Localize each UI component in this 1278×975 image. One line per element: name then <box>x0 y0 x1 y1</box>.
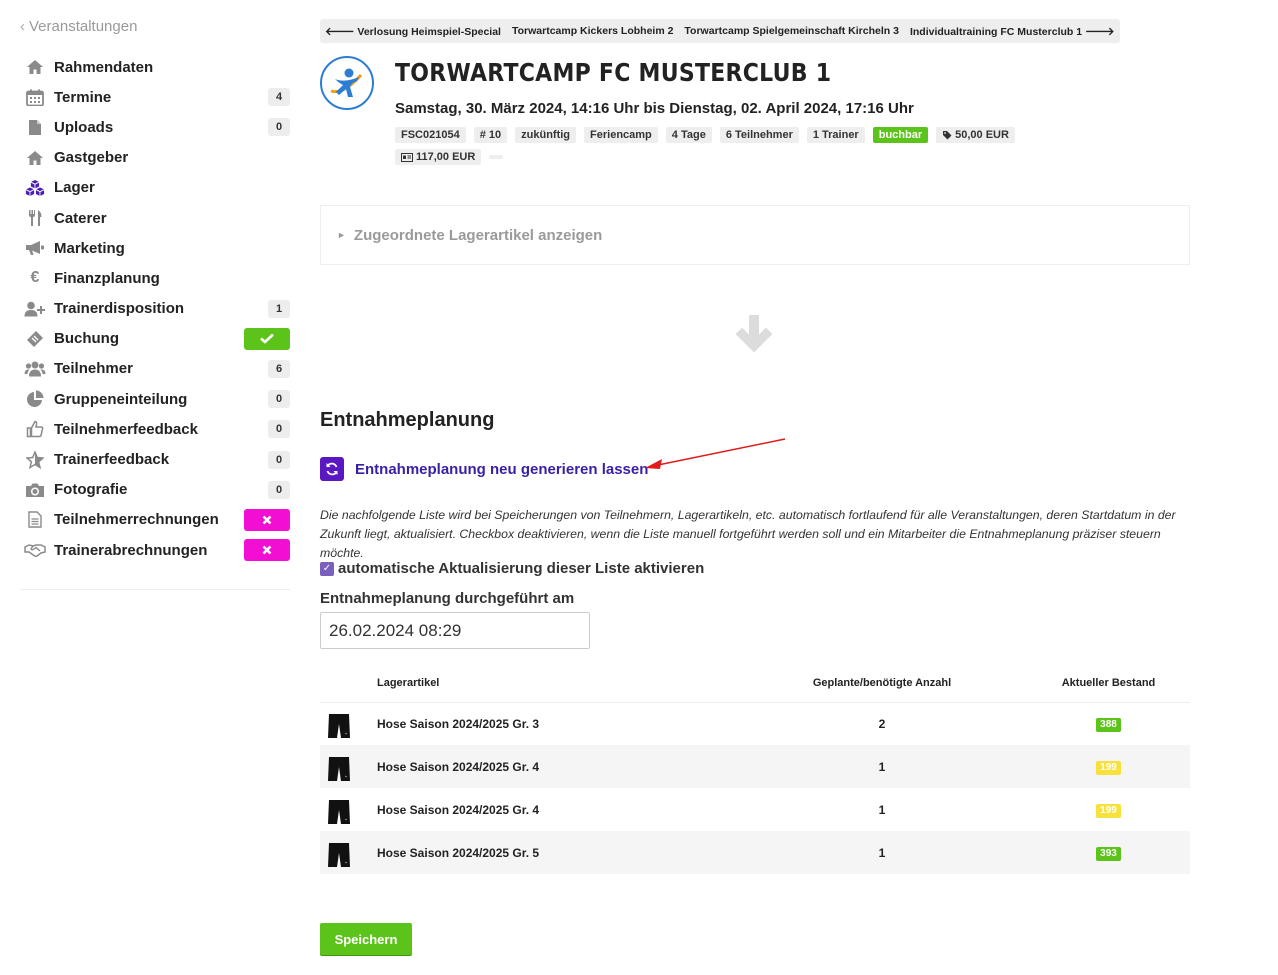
sidebar-item-termine[interactable] <box>20 82 290 112</box>
stock-badge: 388 <box>1096 718 1121 732</box>
check-icon <box>260 333 274 344</box>
item-stock-cell <box>1027 702 1190 745</box>
sidebar <box>20 14 290 590</box>
stock-badge: 199 <box>1096 761 1121 775</box>
price-tag-icon <box>942 130 952 140</box>
item-image <box>320 788 377 831</box>
regenerate-link[interactable]: Entnahmeplanung neu generieren lassen <box>355 460 649 478</box>
table-row <box>320 702 1190 745</box>
sidebar-item-label: Termine <box>54 88 112 106</box>
thumbs-up-icon <box>24 420 46 438</box>
item-name: Hose Saison 2024/2025 Gr. 4 <box>377 802 540 817</box>
table-header-row <box>320 664 1190 702</box>
sidebar-item-marketing[interactable] <box>20 233 290 263</box>
event-date: Samstag, 30. März 2024, 14:16 Uhr bis Dienstag, 02. April 2024, 17:16 Uhr <box>395 100 914 117</box>
breadcrumb-label: Verlosung Heimspiel-Special <box>357 26 501 38</box>
section-title: Entnahmeplanung <box>320 409 495 431</box>
stock-badge: 393 <box>1096 847 1121 861</box>
shorts-icon <box>328 756 350 782</box>
sidebar-item-uploads[interactable] <box>20 112 290 142</box>
table-row <box>320 831 1190 874</box>
sidebar-item-label: Marketing <box>54 239 125 257</box>
breadcrumb-label: Individualtraining FC Musterclub 1 <box>909 26 1083 38</box>
sidebar-item-caterer[interactable] <box>20 203 290 233</box>
item-stock-cell <box>1027 831 1190 874</box>
col-item: Lagerartikel <box>377 664 737 702</box>
calendar-icon <box>24 88 46 106</box>
home-icon <box>24 149 46 167</box>
tag-bookable: buchbar <box>873 127 928 143</box>
sidebar-item-trainerdisposition[interactable] <box>20 294 290 324</box>
item-quantity: 2 <box>878 716 886 731</box>
count-badge: 0 <box>268 118 290 136</box>
club-logo <box>320 56 374 110</box>
count-badge: 0 <box>268 481 290 499</box>
users-icon <box>24 360 46 378</box>
count-badge: 0 <box>268 451 290 469</box>
date-field-label: Entnahmeplanung durchgeführt am <box>320 590 575 607</box>
id-card-icon <box>401 153 413 162</box>
breadcrumb <box>320 19 1120 43</box>
annotation-arrow <box>640 437 790 477</box>
close-icon <box>262 545 272 555</box>
auto-update-checkbox[interactable]: ✓ <box>320 562 334 576</box>
auto-update-label[interactable]: automatische Aktualisierung dieser Liste aktivieren <box>338 560 705 577</box>
arrow-right-icon: 🡒 <box>1085 26 1115 38</box>
chevron-left-icon: ‹ <box>20 17 25 35</box>
page-title: TORWARTCAMP FC MUSTERCLUB 1 <box>395 58 832 87</box>
sidebar-item-gruppeneinteilung[interactable] <box>20 384 290 414</box>
tag-empty <box>489 155 503 159</box>
auto-update-row <box>320 560 704 577</box>
sidebar-item-lager[interactable] <box>20 173 290 203</box>
count-badge: 4 <box>268 88 290 106</box>
file-icon <box>24 118 46 136</box>
sidebar-item-trainerabrechnungen[interactable] <box>20 535 290 565</box>
back-link-label: Veranstaltungen <box>29 17 138 35</box>
euro-icon: € <box>30 269 40 287</box>
bullhorn-icon <box>24 239 46 257</box>
sidebar-item-buchung[interactable] <box>20 324 290 354</box>
sidebar-item-label: Fotografie <box>54 481 128 499</box>
item-name: Hose Saison 2024/2025 Gr. 4 <box>377 745 737 788</box>
user-plus-icon <box>24 300 46 318</box>
sidebar-item-fotografie[interactable] <box>20 475 290 505</box>
item-name: Hose Saison 2024/2025 Gr. 3 <box>377 716 540 731</box>
sidebar-item-trainerfeedback[interactable] <box>20 444 290 474</box>
sidebar-item-label: Caterer <box>54 209 107 227</box>
tag-trainers: 1 Trainer <box>807 127 865 143</box>
sidebar-item-label: Buchung <box>54 330 119 348</box>
col-image <box>320 664 377 702</box>
tag-duration: 4 Tage <box>666 127 712 143</box>
item-stock-cell <box>1027 788 1190 831</box>
breadcrumb-item-next[interactable] <box>910 24 1115 38</box>
status-error-badge <box>244 509 290 531</box>
sidebar-item-gastgeber[interactable] <box>20 143 290 173</box>
home-icon <box>24 58 46 76</box>
count-badge: 6 <box>268 360 290 378</box>
back-link[interactable] <box>20 14 290 38</box>
cutlery-icon <box>24 209 46 227</box>
sidebar-item-label: Gastgeber <box>54 149 129 167</box>
sidebar-item-finanzplanung[interactable] <box>20 263 290 293</box>
sidebar-item-label: Teilnehmer <box>54 360 133 378</box>
item-image <box>320 702 377 745</box>
item-quantity: 1 <box>737 831 1027 874</box>
document-icon <box>24 511 46 529</box>
tag-price <box>936 127 1015 143</box>
breadcrumb-item-prev[interactable] <box>325 24 501 38</box>
handshake-icon <box>24 541 46 559</box>
sidebar-item-rahmendaten[interactable] <box>20 52 290 82</box>
sidebar-item-label: Finanzplanung <box>54 269 160 287</box>
tag-status: zukünftig <box>515 127 576 143</box>
item-stock-cell <box>1027 745 1190 788</box>
sidebar-item-label: Teilnehmerfeedback <box>54 420 198 438</box>
sidebar-item-teilnehmerrechnungen[interactable] <box>20 505 290 535</box>
sidebar-item-label: Trainerdisposition <box>54 300 185 318</box>
sidebar-item-label: Trainerfeedback <box>54 451 170 469</box>
arrow-down-icon <box>732 315 776 359</box>
item-quantity: 1 <box>737 745 1027 788</box>
refresh-icon <box>325 462 339 476</box>
item-name: Hose Saison 2024/2025 Gr. 5 <box>377 831 737 874</box>
tag-type: Feriencamp <box>584 127 658 143</box>
col-stock: Aktueller Bestand <box>1027 664 1190 702</box>
breadcrumb-item[interactable]: Torwartcamp Spielgemeinschaft Kircheln 3 <box>684 25 899 37</box>
sidebar-divider <box>20 589 290 590</box>
close-icon <box>262 515 272 525</box>
ticket-icon <box>24 330 46 348</box>
tag-price-total <box>395 149 481 165</box>
tag-price-label: 50,00 EUR <box>955 129 1009 141</box>
assigned-items-label: Zugeordnete Lagerartikel anzeigen <box>353 226 603 244</box>
info-note: Die nachfolgende Liste wird bei Speicherungen von Teilnehmern, Lagerartikeln, etc. automatisch fortlaufend für alle Veranstaltungen, deren Startdatum in der Zukunft liegt, aktualisiert. Checkbox deaktivieren, wenn die Liste manuell fortgeführt werden soll und ein Mitarbeiter die Entnahmeplanung präziser steuern möchte. <box>320 508 1176 560</box>
cubes-icon <box>24 179 46 197</box>
sidebar-item-label: Lager <box>54 179 95 197</box>
stock-table <box>320 664 1190 874</box>
pie-chart-icon <box>24 390 46 408</box>
count-badge: 0 <box>268 390 290 408</box>
tag-id: FSC021054 <box>395 127 466 143</box>
count-badge: 1 <box>268 300 290 318</box>
table-row <box>320 745 1190 788</box>
event-tags <box>395 127 1015 165</box>
sidebar-item-label: Gruppeneinteilung <box>54 390 188 408</box>
star-icon <box>24 451 46 469</box>
tag-participants: 6 Teilnehmer <box>720 127 799 143</box>
sidebar-item-teilnehmerfeedback[interactable] <box>20 414 290 444</box>
breadcrumb-item[interactable]: Torwartcamp Kickers Lobheim 2 <box>511 25 674 37</box>
status-error-badge <box>244 539 290 561</box>
col-quantity: Geplante/benötigte Anzahl <box>737 664 1027 702</box>
sidebar-item-label: Teilnehmerrechnungen <box>54 511 219 529</box>
shorts-icon <box>328 799 350 825</box>
sidebar-item-label: Uploads <box>54 118 114 136</box>
save-button[interactable]: Speichern <box>320 923 412 955</box>
main-content <box>320 19 1190 947</box>
tag-number: # 10 <box>474 127 507 143</box>
sidebar-item-label: Trainerabrechnungen <box>54 541 208 559</box>
item-image <box>320 745 377 788</box>
tag-price-total-label: 117,00 EUR <box>416 151 476 163</box>
stock-badge: 199 <box>1096 804 1121 818</box>
sidebar-item-label: Rahmendaten <box>54 58 154 76</box>
camera-icon <box>24 481 46 499</box>
count-badge: 0 <box>268 420 290 438</box>
table-row <box>320 788 1190 831</box>
item-quantity: 1 <box>878 802 886 817</box>
caret-right-icon: ► <box>337 230 346 240</box>
event-header <box>320 56 1190 165</box>
date-field[interactable] <box>320 612 590 649</box>
sidebar-item-teilnehmer[interactable] <box>20 354 290 384</box>
shorts-icon <box>328 842 350 868</box>
arrow-left-icon: 🡐 <box>325 26 355 38</box>
status-ok-badge <box>244 328 290 350</box>
regenerate-row <box>320 457 648 481</box>
assigned-items-toggle[interactable] <box>320 205 1190 265</box>
regenerate-button[interactable] <box>320 457 344 481</box>
shorts-icon <box>328 713 350 739</box>
item-image <box>320 831 377 874</box>
